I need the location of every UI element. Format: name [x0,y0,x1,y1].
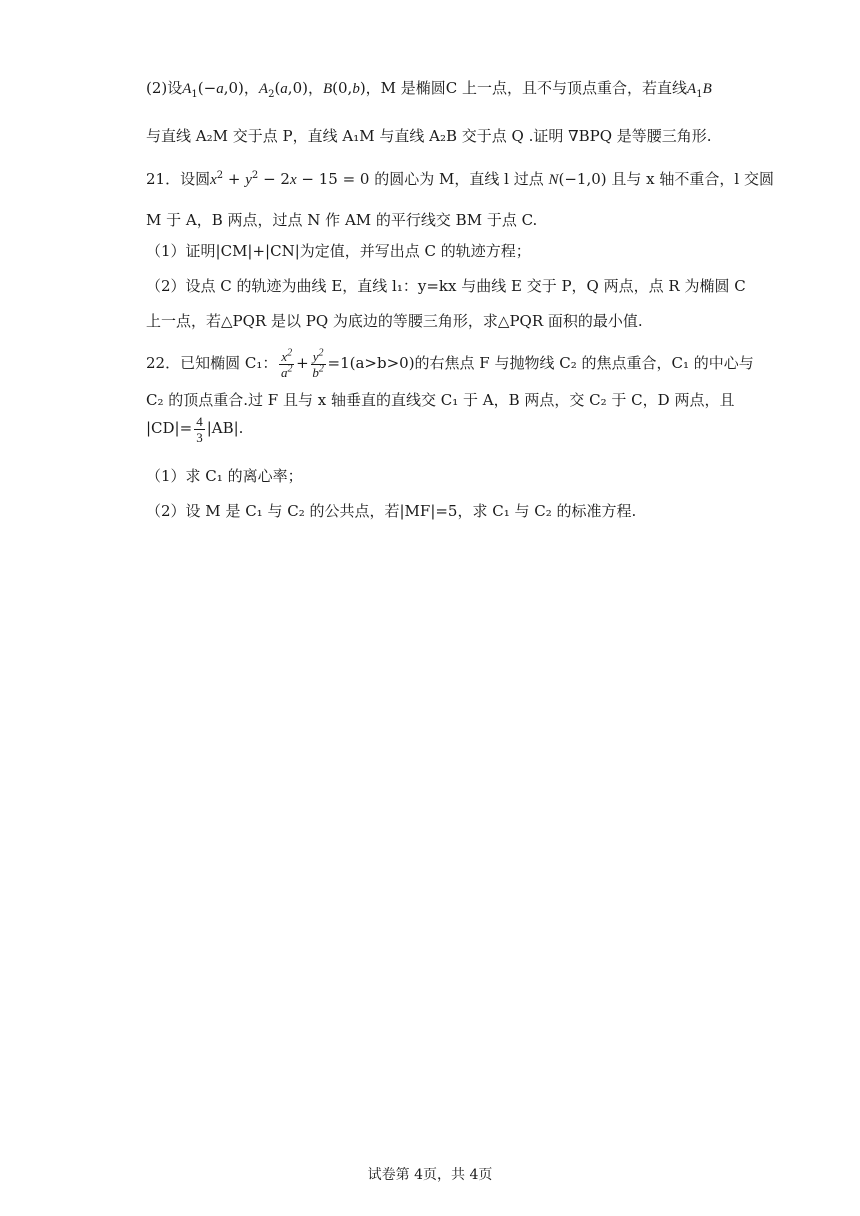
fraction-x2-a2: $\frac{x^2}{a^2}$ [281,347,293,380]
q22-part1: （1）求 C₁ 的离心率； [146,467,303,485]
q22-stem-line1: 22．已知椭圆 C₁： $\frac{x^2}{a^2}$ + $\frac{y^2}{b^2}$ =1(a>b>0)的右焦点 F 与抛物线 C₂ 的焦点重合，C₁ 的中心与 [146,347,754,380]
q20-part2-line2: 与直线 A₂M 交于点 P，直线 A₁M 与直线 A₂B 交于点 Q .证明 ∇BPQ 是等腰三角形. [146,127,712,145]
fraction-y2-b2: $\frac{y^2}{b^2}$ [312,347,324,380]
q21-stem-line1: 21．设圆$x^2 + y^2 - 2x - 15 = 0$ 的圆心为 M，直线 l 过点 N(−1,0) 且与 x 轴不重合，l 交圆 [146,170,774,188]
q22-stem-line2: C₂ 的顶点重合.过 F 且与 x 轴垂直的直线交 C₁ 于 A，B 两点，交 C₂ 于 C，D 两点，且 [146,391,735,409]
q22-part2: （2）设 M 是 C₁ 与 C₂ 的公共点，若|MF|=5，求 C₁ 与 C₂ 的标准方程. [146,502,637,520]
q21-part2-line1: （2）设点 C 的轨迹为曲线 E，直线 l₁：y=kx 与曲线 E 交于 P，Q 两点，点 R 为椭圆 C [146,277,746,295]
page-footer: 试卷第 4页，共 4页 [367,1167,493,1183]
q21-stem-line2: M 于 A，B 两点，过点 N 作 AM 的平行线交 BM 于点 C. [146,211,538,229]
q22-stem-line3: |CD|= $\frac{4}{3}$ |AB|. [146,413,244,445]
q20-part2-line1: (2)设$A_1(-a,0)$，$A_2(a,0)$，B(0,b)，M 是椭圆C 上一点，且不与顶点重合，若直线$A_1B$ [146,79,712,100]
q21-part1: （1）证明|CM|+|CN|为定值，并写出点 C 的轨迹方程； [146,242,531,260]
q21-part2-line2: 上一点，若△PQR 是以 PQ 为底边的等腰三角形，求△PQR 面积的最小值. [146,312,643,330]
fraction-4-3: $\frac{4}{3}$ [196,413,203,445]
